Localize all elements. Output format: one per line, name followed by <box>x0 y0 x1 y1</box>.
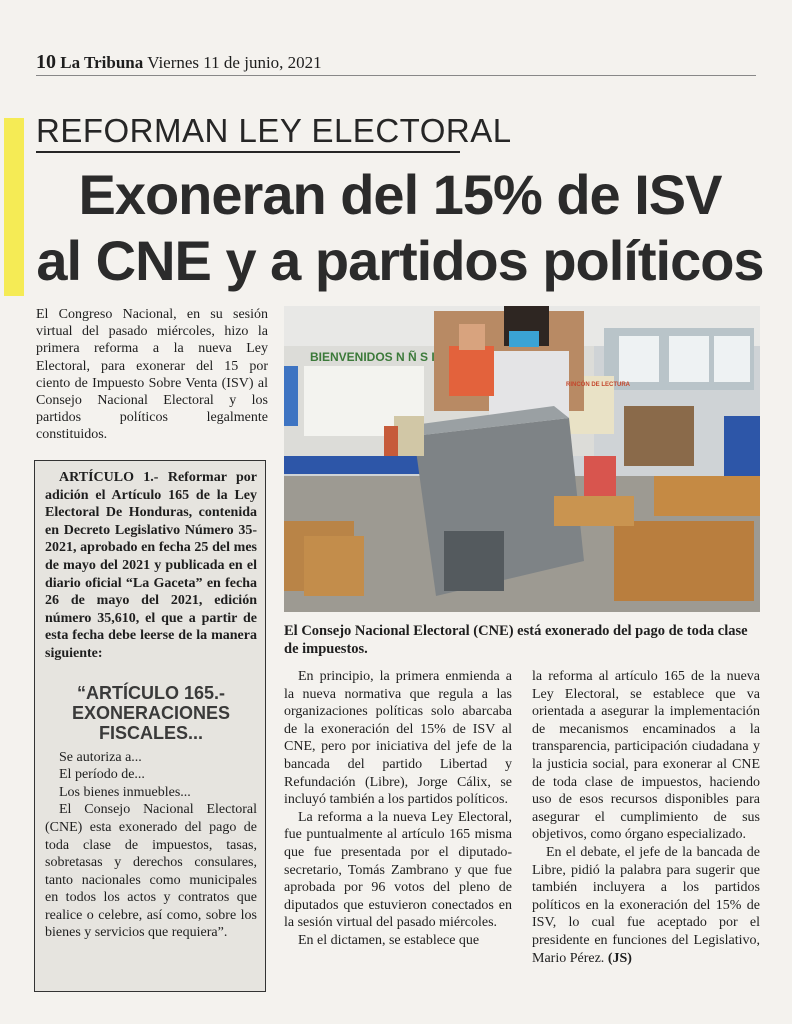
highlighter-mark <box>4 118 24 296</box>
page-header <box>36 51 322 74</box>
sidebar-box <box>34 460 266 992</box>
headline <box>30 162 770 294</box>
body-column-1 <box>284 668 512 950</box>
body-column-2 <box>532 668 760 967</box>
header-rule <box>36 75 756 76</box>
col1-paragraph-2: La reforma a la nueva Ley Electoral, fue puntualmente al artículo 165 misma que fue presentada por el diputado-secretario, Tomás Zambrano y que fue aprobada por 96 votos del pleno de diputados que estuvieron conectados en la sesión virtual del pasado miércoles. <box>284 809 512 931</box>
col1-paragraph-1: En principio, la primera enmienda a la nueva normativa que regula a las organizaciones políticas solo abarcaba de la exoneración del 15% de ISV al CNE, pero por iniciativa del jefe de la bancada del partido Libertad y Refundación (Libre), Jorge Cálix, se incluyó también a los partidos políticos. <box>284 669 512 808</box>
publication-name: La Tribuna <box>60 53 144 72</box>
kicker: REFORMAN LEY ELECTORAL <box>36 112 512 149</box>
sidebar-line-1: Se autoriza a... <box>59 749 142 765</box>
col1-paragraph-3: En el dictamen, se establece que <box>298 932 480 948</box>
kicker-underline <box>36 151 460 153</box>
headline-line-2: al CNE y a partidos políticos <box>36 229 764 292</box>
col2-paragraph-1: la reforma al artículo 165 de la nueva Ley Electoral, se establece que va orientada a asegurar la implementación de mecanismos encaminados a la transparencia, participación ciudadana y la justicia social, para exonerar al CNE de toda clase de impuestos, haciendo uso de esos recursos disponibles para asegurar el cumplimiento de sus objetivos, como órgano especializado. <box>532 669 760 843</box>
page-number: 10 <box>36 51 56 73</box>
article-165-heading: “ARTÍCULO 165.- EXONERACIONES FISCALES... <box>71 682 231 743</box>
col2-paragraph-2-text: En el debate, el jefe de la bancada de Libre, pidió la palabra para sugerir que también incluyera a los partidos políticos en la exoneración del 15% de ISV, lo cual fue aceptado por el presidente en funciones del Legislativo, Mario Pérez. <box>532 844 760 966</box>
article-1-label: ARTÍCULO 1.- <box>59 470 159 485</box>
author-signature: (JS) <box>607 950 632 966</box>
sidebar-line-3: Los bienes inmuebles... <box>59 784 191 800</box>
issue-date: Viernes 11 de junio, 2021 <box>147 53 322 72</box>
lead-paragraph: El Congreso Nacional, en su sesión virtual del pasado miércoles, hizo la primera reforma a la nueva Ley Electoral, para exonerar del 15 por ciento de Impuesto Sobre Venta (ISV) al Consejo Nacional Electoral y los partidos políticos legalmente constituidos. <box>36 307 268 443</box>
reading-corner-sign: RINCÓN DE LECTURA <box>566 382 630 388</box>
headline-line-1: Exoneran del 15% de ISV <box>78 163 722 226</box>
welcome-banner: BIENVENIDOS N Ñ S I <box>310 350 435 364</box>
article-1-text: Reformar por adición el Artículo 165 de la Ley Electoral De Honduras, contenida en Decreto Legislativo Número 35-2021, aprobado en fecha 25 del mes de mayo del 2021 y publicada en el diario oficial “La Gaceta” en fecha 26 de mayo del 2021, edición número 35,610, el que a partir de esta fecha debe leerse de la manera siguiente: <box>45 470 258 661</box>
sidebar-content <box>45 469 257 942</box>
classroom-voting-photo <box>284 306 760 612</box>
col2-paragraph-2 <box>532 844 760 967</box>
sidebar-line-2: El período de... <box>59 767 145 783</box>
photo-caption: El Consejo Nacional Electoral (CNE) está exonerado del pago de toda clase de impuestos. <box>284 623 748 657</box>
news-photo <box>284 306 760 612</box>
sidebar-body: El Consejo Nacional Electoral (CNE) esta exonerado del pago de toda clase de impuestos, tasas, sobretasas y derechos consulares, tanto nacionales como municipales en todos los actos y contratos que realice o celebre, así como, sobre los bienes y servicios que requiera”. <box>45 802 257 941</box>
